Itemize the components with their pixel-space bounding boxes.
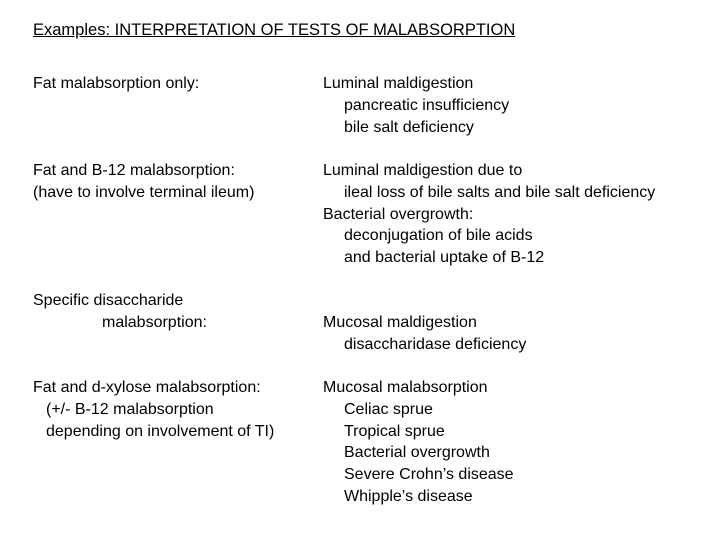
interpretation-item: bile salt deficiency — [344, 118, 474, 136]
row-2-interpretation — [323, 160, 655, 269]
slide-title: Examples: INTERPRETATION OF TESTS OF MALABSORPTION — [33, 21, 516, 39]
interpretation-item: Whipple’s disease — [344, 487, 473, 505]
interpretation-item: Celiac sprue — [344, 400, 433, 418]
interpretation-item: Bacterial overgrowth — [344, 444, 490, 462]
condition-label: Fat and B-12 malabsorption: — [33, 162, 235, 179]
interpretation-heading: Luminal maldigestion due to — [323, 162, 523, 179]
row-4-interpretation — [323, 377, 514, 508]
row-3-interpretation — [323, 312, 526, 356]
condition-note: (have to involve terminal ileum) — [33, 184, 255, 201]
condition-label: Specific disaccharide — [33, 292, 184, 309]
interpretation-heading: Mucosal maldigestion — [323, 314, 477, 331]
interpretation-item: Severe Crohn’s disease — [344, 466, 514, 484]
condition-label: Fat malabsorption only: — [33, 75, 200, 92]
interpretation-item: ileal loss of bile salts and bile salt deficiency — [344, 183, 656, 201]
condition-note: (+/- B-12 malabsorption — [46, 401, 214, 418]
condition-note: depending on involvement of TI) — [46, 423, 275, 440]
interpretation-item: pancreatic insufficiency — [344, 96, 510, 114]
row-4-condition — [33, 377, 274, 443]
interpretation-heading: Luminal maldigestion — [323, 75, 474, 92]
interpretation-item: and bacterial uptake of B-12 — [344, 249, 545, 267]
interpretation-item: deconjugation of bile acids — [344, 227, 533, 245]
row-1-interpretation — [323, 73, 509, 138]
interpretation-item: Tropical sprue — [344, 422, 445, 440]
interpretation-heading: Mucosal malabsorption — [323, 379, 488, 396]
condition-label: Fat and d-xylose malabsorption: — [33, 379, 261, 396]
row-3-condition — [33, 290, 207, 334]
interpretation-heading: Bacterial overgrowth: — [323, 205, 474, 223]
condition-label-continued: malabsorption: — [102, 314, 207, 331]
row-1-condition — [33, 73, 199, 95]
interpretation-item: disaccharidase deficiency — [344, 335, 527, 353]
row-2-condition — [33, 160, 254, 204]
